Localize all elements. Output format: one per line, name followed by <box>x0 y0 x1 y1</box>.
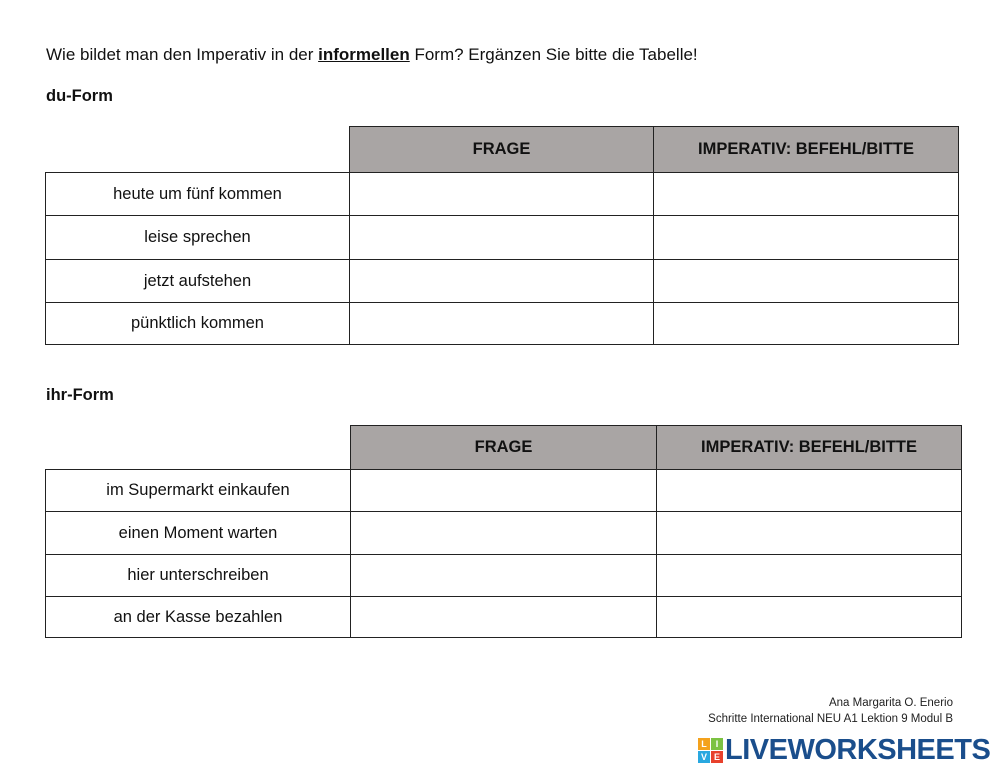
credit-author: Ana Margarita O. Enerio <box>828 697 953 709</box>
logo-text: LIVEWORKSHEETS <box>725 734 991 766</box>
answer-cell-frage[interactable] <box>351 470 657 512</box>
answer-cell-imperativ[interactable] <box>654 303 959 345</box>
credits <box>708 696 953 727</box>
row-verb-phrase: im Supermarkt einkaufen <box>46 470 351 512</box>
answer-cell-imperativ[interactable] <box>654 260 959 303</box>
column-header-frage: FRAGE <box>351 426 657 470</box>
credit-source: Schritte International NEU A1 Lektion 9 Modul B <box>708 712 953 725</box>
answer-cell-frage[interactable] <box>351 597 657 638</box>
logo-block-i: I <box>711 738 723 750</box>
section-title-ihr-form: ihr-Form <box>46 386 114 404</box>
section-title-du-form: du-Form <box>46 87 113 105</box>
answer-cell-imperativ[interactable] <box>654 173 959 216</box>
logo-block-v: V <box>698 751 710 763</box>
header-corner <box>46 426 351 470</box>
answer-cell-imperativ[interactable] <box>657 555 962 597</box>
answer-cell-imperativ[interactable] <box>654 216 959 260</box>
answer-cell-frage[interactable] <box>351 512 657 555</box>
row-verb-phrase: an der Kasse bezahlen <box>46 597 351 638</box>
du-form-table <box>45 126 959 345</box>
column-header-imperativ: IMPERATIV: BEFEHL/BITTE <box>654 127 959 173</box>
row-verb-phrase: einen Moment warten <box>46 512 351 555</box>
answer-cell-imperativ[interactable] <box>657 470 962 512</box>
logo-block-e: E <box>711 751 723 763</box>
instruction-text: Wie bildet man den Imperativ in der informellen Form? Ergänzen Sie bitte die Tabelle! <box>46 45 698 64</box>
row-verb-phrase: pünktlich kommen <box>46 303 350 345</box>
row-verb-phrase: leise sprechen <box>46 216 350 260</box>
row-verb-phrase: jetzt aufstehen <box>46 260 350 303</box>
answer-cell-imperativ[interactable] <box>657 512 962 555</box>
row-verb-phrase: heute um fünf kommen <box>46 173 350 216</box>
answer-cell-imperativ[interactable] <box>657 597 962 638</box>
row-verb-phrase: hier unterschreiben <box>46 555 351 597</box>
answer-cell-frage[interactable] <box>350 173 654 216</box>
answer-cell-frage[interactable] <box>350 260 654 303</box>
column-header-frage: FRAGE <box>350 127 654 173</box>
logo-block-l: L <box>698 738 710 750</box>
ihr-form-table <box>45 425 962 638</box>
answer-cell-frage[interactable] <box>350 216 654 260</box>
instruction-keyword: informellen <box>318 45 410 64</box>
header-corner <box>46 127 350 173</box>
answer-cell-frage[interactable] <box>350 303 654 345</box>
liveworksheets-logo <box>698 736 990 765</box>
answer-cell-frage[interactable] <box>351 555 657 597</box>
column-header-imperativ: IMPERATIV: BEFEHL/BITTE <box>657 426 962 470</box>
logo-blocks-icon <box>698 738 723 763</box>
